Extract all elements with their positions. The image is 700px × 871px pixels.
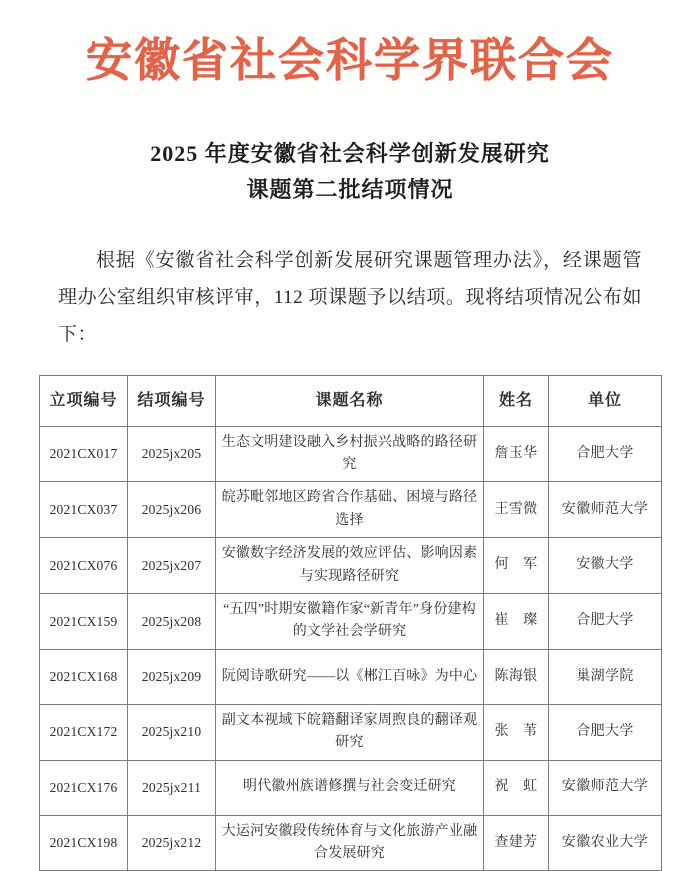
cell-project-name: “五四”时期安徽籍作家“新青年”身份建构的文学社会学研究 [216, 594, 484, 650]
table-header [40, 375, 662, 426]
table-row [40, 538, 662, 594]
results-table-container [0, 375, 700, 871]
cell-apply-no: 2021CX076 [40, 538, 128, 594]
column-header-apply-no: 立项编号 [40, 375, 128, 426]
cell-person: 崔 璨 [484, 594, 549, 650]
cell-unit: 安徽大学 [549, 538, 662, 594]
cell-project-name: 安徽数字经济发展的效应评估、影响因素与实现路径研究 [216, 538, 484, 594]
cell-unit: 安徽师范大学 [549, 482, 662, 538]
cell-final-no: 2025jx211 [128, 760, 216, 815]
masthead [0, 0, 700, 92]
column-header-unit: 单位 [549, 375, 662, 426]
cell-apply-no: 2021CX172 [40, 704, 128, 760]
table-header-row [40, 375, 662, 426]
cell-final-no: 2025jx207 [128, 538, 216, 594]
cell-person: 王雪微 [484, 482, 549, 538]
table-row [40, 426, 662, 482]
table-body [40, 426, 662, 871]
cell-project-name: 生态文明建设融入乡村振兴战略的路径研究 [216, 426, 484, 482]
cell-project-name: 大运河安徽段传统体育与文化旅游产业融合发展研究 [216, 815, 484, 871]
cell-person: 陈海银 [484, 649, 549, 704]
document-title-line-1: 2025 年度安徽省社会科学创新发展研究 [150, 141, 550, 167]
cell-project-name: 副文本视域下皖籍翻译家周煦良的翻译观研究 [216, 704, 484, 760]
table-row [40, 649, 662, 704]
column-header-person: 姓名 [484, 375, 549, 426]
cell-project-name: 明代徽州族谱修撰与社会变迁研究 [216, 760, 484, 815]
cell-apply-no: 2021CX017 [40, 426, 128, 482]
column-header-project-name: 课题名称 [216, 375, 484, 426]
cell-unit: 合肥大学 [549, 704, 662, 760]
cell-person: 查建芳 [484, 815, 549, 871]
cell-final-no: 2025jx205 [128, 426, 216, 482]
cell-unit: 安徽农业大学 [549, 815, 662, 871]
cell-person: 何 军 [484, 538, 549, 594]
table-row [40, 815, 662, 871]
cell-unit: 巢湖学院 [549, 649, 662, 704]
cell-person: 祝 虹 [484, 760, 549, 815]
cell-project-name: 皖苏毗邻地区跨省合作基础、困境与路径选择 [216, 482, 484, 538]
organization-title: 安徽省社会科学界联合会 [86, 35, 614, 86]
cell-unit: 合肥大学 [549, 426, 662, 482]
cell-person: 张 苇 [484, 704, 549, 760]
cell-final-no: 2025jx212 [128, 815, 216, 871]
cell-unit: 安徽师范大学 [549, 760, 662, 815]
cell-final-no: 2025jx209 [128, 649, 216, 704]
cell-apply-no: 2021CX168 [40, 649, 128, 704]
table-row [40, 704, 662, 760]
cell-final-no: 2025jx210 [128, 704, 216, 760]
cell-final-no: 2025jx208 [128, 594, 216, 650]
table-row [40, 482, 662, 538]
cell-final-no: 2025jx206 [128, 482, 216, 538]
table-row [40, 760, 662, 815]
cell-apply-no: 2021CX037 [40, 482, 128, 538]
table-row [40, 594, 662, 650]
cell-person: 詹玉华 [484, 426, 549, 482]
cell-apply-no: 2021CX198 [40, 815, 128, 871]
column-header-final-no: 结项编号 [128, 375, 216, 426]
body-paragraph: 根据《安徽省社会科学创新发展研究课题管理办法》，经课题管理办公室组织审核评审，112 项课题予以结项。现将结项情况公布如下： [58, 249, 642, 345]
document-title-line-2: 课题第二批结项情况 [246, 176, 454, 202]
results-table [39, 375, 662, 871]
cell-apply-no: 2021CX159 [40, 594, 128, 650]
document-title [0, 136, 700, 207]
cell-apply-no: 2021CX176 [40, 760, 128, 815]
cell-project-name: 阮阅诗歌研究——以《郴江百咏》为中心 [216, 649, 484, 704]
cell-unit: 合肥大学 [549, 594, 662, 650]
